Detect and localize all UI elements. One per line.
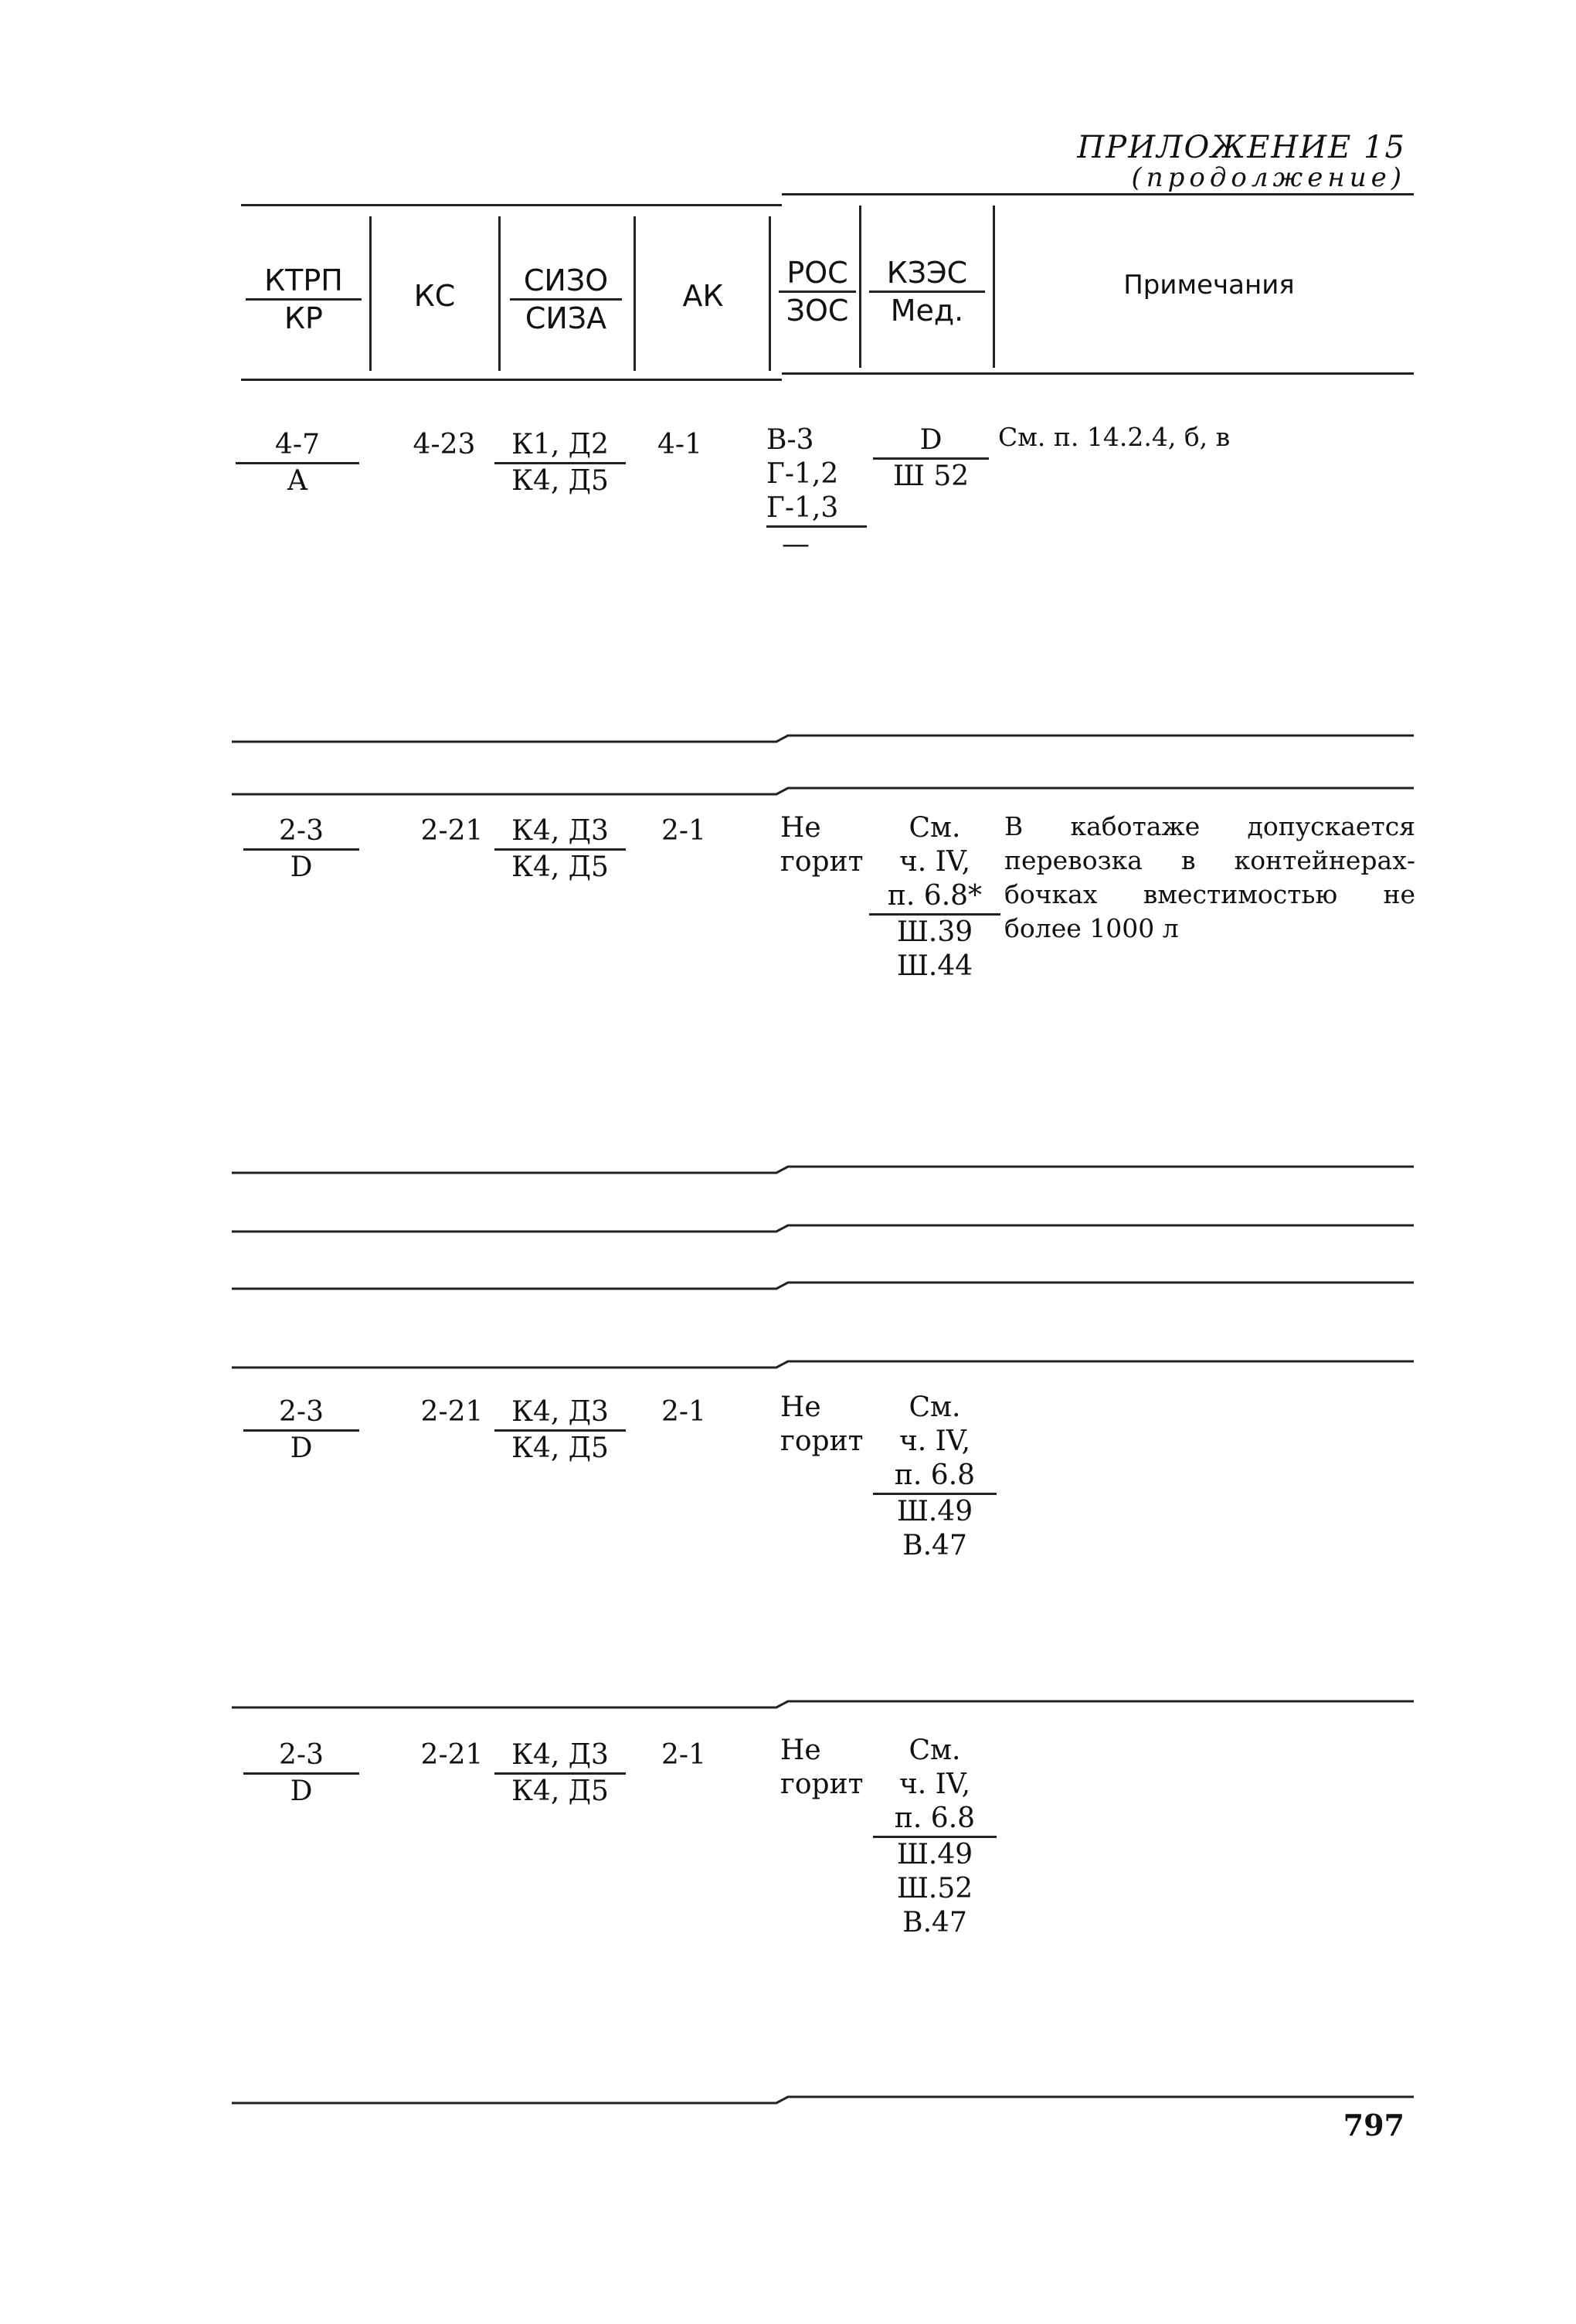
row2-ktrp-kr [243,814,359,885]
col-notes: Примечания [1123,270,1295,301]
row2-ktrp: 2-3 [243,814,359,851]
row3-kzes-med [873,1391,997,1563]
row4-sizo-siza [494,1738,626,1809]
row3-kr: D [290,1432,313,1464]
col-ks: КС [413,279,456,313]
row4-kr: D [290,1775,313,1807]
row4-med-line1: Ш.49 [896,1839,973,1870]
row4-ktrp-kr [243,1738,359,1809]
row2-ros-line2: горит [780,846,864,878]
row3-ros-line1: Не [780,1391,821,1423]
row3-ak: 2-1 [661,1396,706,1428]
row2-ros-line1: Не [780,812,821,844]
col-sep-3 [633,216,636,371]
col-sep-1 [369,216,372,371]
separator-6 [232,1360,1414,1369]
row4-ros-line2: горит [780,1768,864,1800]
separator-2 [232,787,1414,796]
col-sizo-siza [510,263,622,336]
separator-3 [232,1165,1414,1174]
row2-kzes-line3: п. 6.8* [869,879,1000,916]
row3-ros [780,1391,881,1459]
header-top-rule-left [241,204,782,206]
header-bottom-rule-right [782,372,1414,375]
page-number: 797 [1343,2108,1404,2142]
row3-kzes-line3: п. 6.8 [873,1459,997,1495]
col-sep-6 [993,206,995,368]
row2-ros [780,811,881,879]
col-kzes-med [869,255,985,328]
col-ros: РОС [779,255,856,293]
col-kr: КР [284,301,323,335]
row1-ks: 4-23 [413,429,476,460]
row3-ktrp-kr [243,1395,359,1466]
row3-ks: 2-21 [420,1396,484,1428]
row1-sizo: К1, Д2 [494,428,626,464]
row3-sizo-siza [494,1395,626,1466]
row2-med-line1: Ш.39 [896,916,973,948]
row1-kzes-med [873,423,989,494]
row2-kr: D [290,851,313,883]
row1-zos: — [782,528,810,560]
row2-ak: 2-1 [661,815,706,847]
row3-sizo: К4, Д3 [494,1395,626,1432]
col-sep-4 [769,216,771,371]
row4-kzes-med [873,1734,997,1940]
col-ros-zos [779,255,856,328]
col-sep-5 [859,206,861,368]
row4-kzes-line2: ч. IV, [898,1768,971,1800]
col-ktrp-kr [246,263,362,336]
row1-ros-line1: В-3 [766,424,814,456]
continuation-label: (продолжение) [1131,162,1406,193]
row4-ks: 2-21 [420,1739,484,1771]
col-kzes: КЗЭС [869,255,985,293]
row1-med: Ш 52 [892,460,970,492]
row3-ros-line2: горит [780,1425,864,1457]
row4-ros [780,1734,881,1802]
col-siza: СИЗА [525,301,607,335]
col-zos: ЗОС [786,294,849,328]
row2-med-line2: Ш.44 [896,950,973,982]
row2-kzes-line2: ч. IV, [898,846,971,878]
row1-siza: К4, Д5 [511,465,609,497]
header-bottom-rule-left [241,379,782,381]
row4-ktrp: 2-3 [243,1738,359,1775]
header-top-rule-right [782,193,1414,195]
row1-ktrp-kr [236,428,359,498]
row1-ak: 4-1 [657,429,702,460]
row2-note: В каботаже допускается перевозка в контейнерах-бочках вместимостью не более 1000 л [1004,811,1415,943]
row4-med-line3: В.47 [902,1907,967,1938]
row1-ros-line2: Г-1,2 [766,458,839,490]
col-ak: АК [682,279,724,313]
col-med: Мед. [890,294,964,328]
row3-siza: К4, Д5 [511,1432,609,1464]
row4-sizo: К4, Д3 [494,1738,626,1775]
row1-ros-line3: Г-1,3 [766,491,867,528]
row4-kzes-line1: См. [909,1735,961,1766]
row4-kzes-line3: п. 6.8 [873,1802,997,1838]
row1-ktrp: 4-7 [236,428,359,464]
col-ktrp: КТРП [246,263,362,301]
row2-sizo-siza [494,814,626,885]
row2-ks: 2-21 [420,815,484,847]
row4-med-line2: Ш.52 [896,1873,973,1904]
row1-kzes: D [873,423,989,460]
col-sep-2 [498,216,501,371]
separator-5 [232,1281,1414,1290]
row4-ak: 2-1 [661,1739,706,1771]
row3-med-line1: Ш.49 [896,1496,973,1527]
row2-kzes-line1: См. [909,812,961,844]
separator-7 [232,1700,1414,1709]
separator-4 [232,1224,1414,1233]
row3-kzes-line1: См. [909,1391,961,1423]
row3-ktrp: 2-3 [243,1395,359,1432]
row3-med-line2: В.47 [902,1530,967,1561]
row2-sizo: К4, Д3 [494,814,626,851]
row1-note: См. п. 14.2.4, б, в [998,422,1231,452]
separator-1 [232,734,1414,743]
row3-kzes-line2: ч. IV, [898,1425,971,1457]
row1-ros [766,423,867,562]
appendix-title: ПРИЛОЖЕНИЕ 15 [1077,130,1406,165]
row1-sizo-siza [494,428,626,498]
row2-kzes-med [869,811,1000,984]
row2-siza: К4, Д5 [511,851,609,883]
row4-ros-line1: Не [780,1735,821,1766]
row4-siza: К4, Д5 [511,1775,609,1807]
separator-bottom [232,2095,1414,2105]
col-sizo: СИЗО [510,263,622,301]
row1-kr: A [287,465,307,497]
